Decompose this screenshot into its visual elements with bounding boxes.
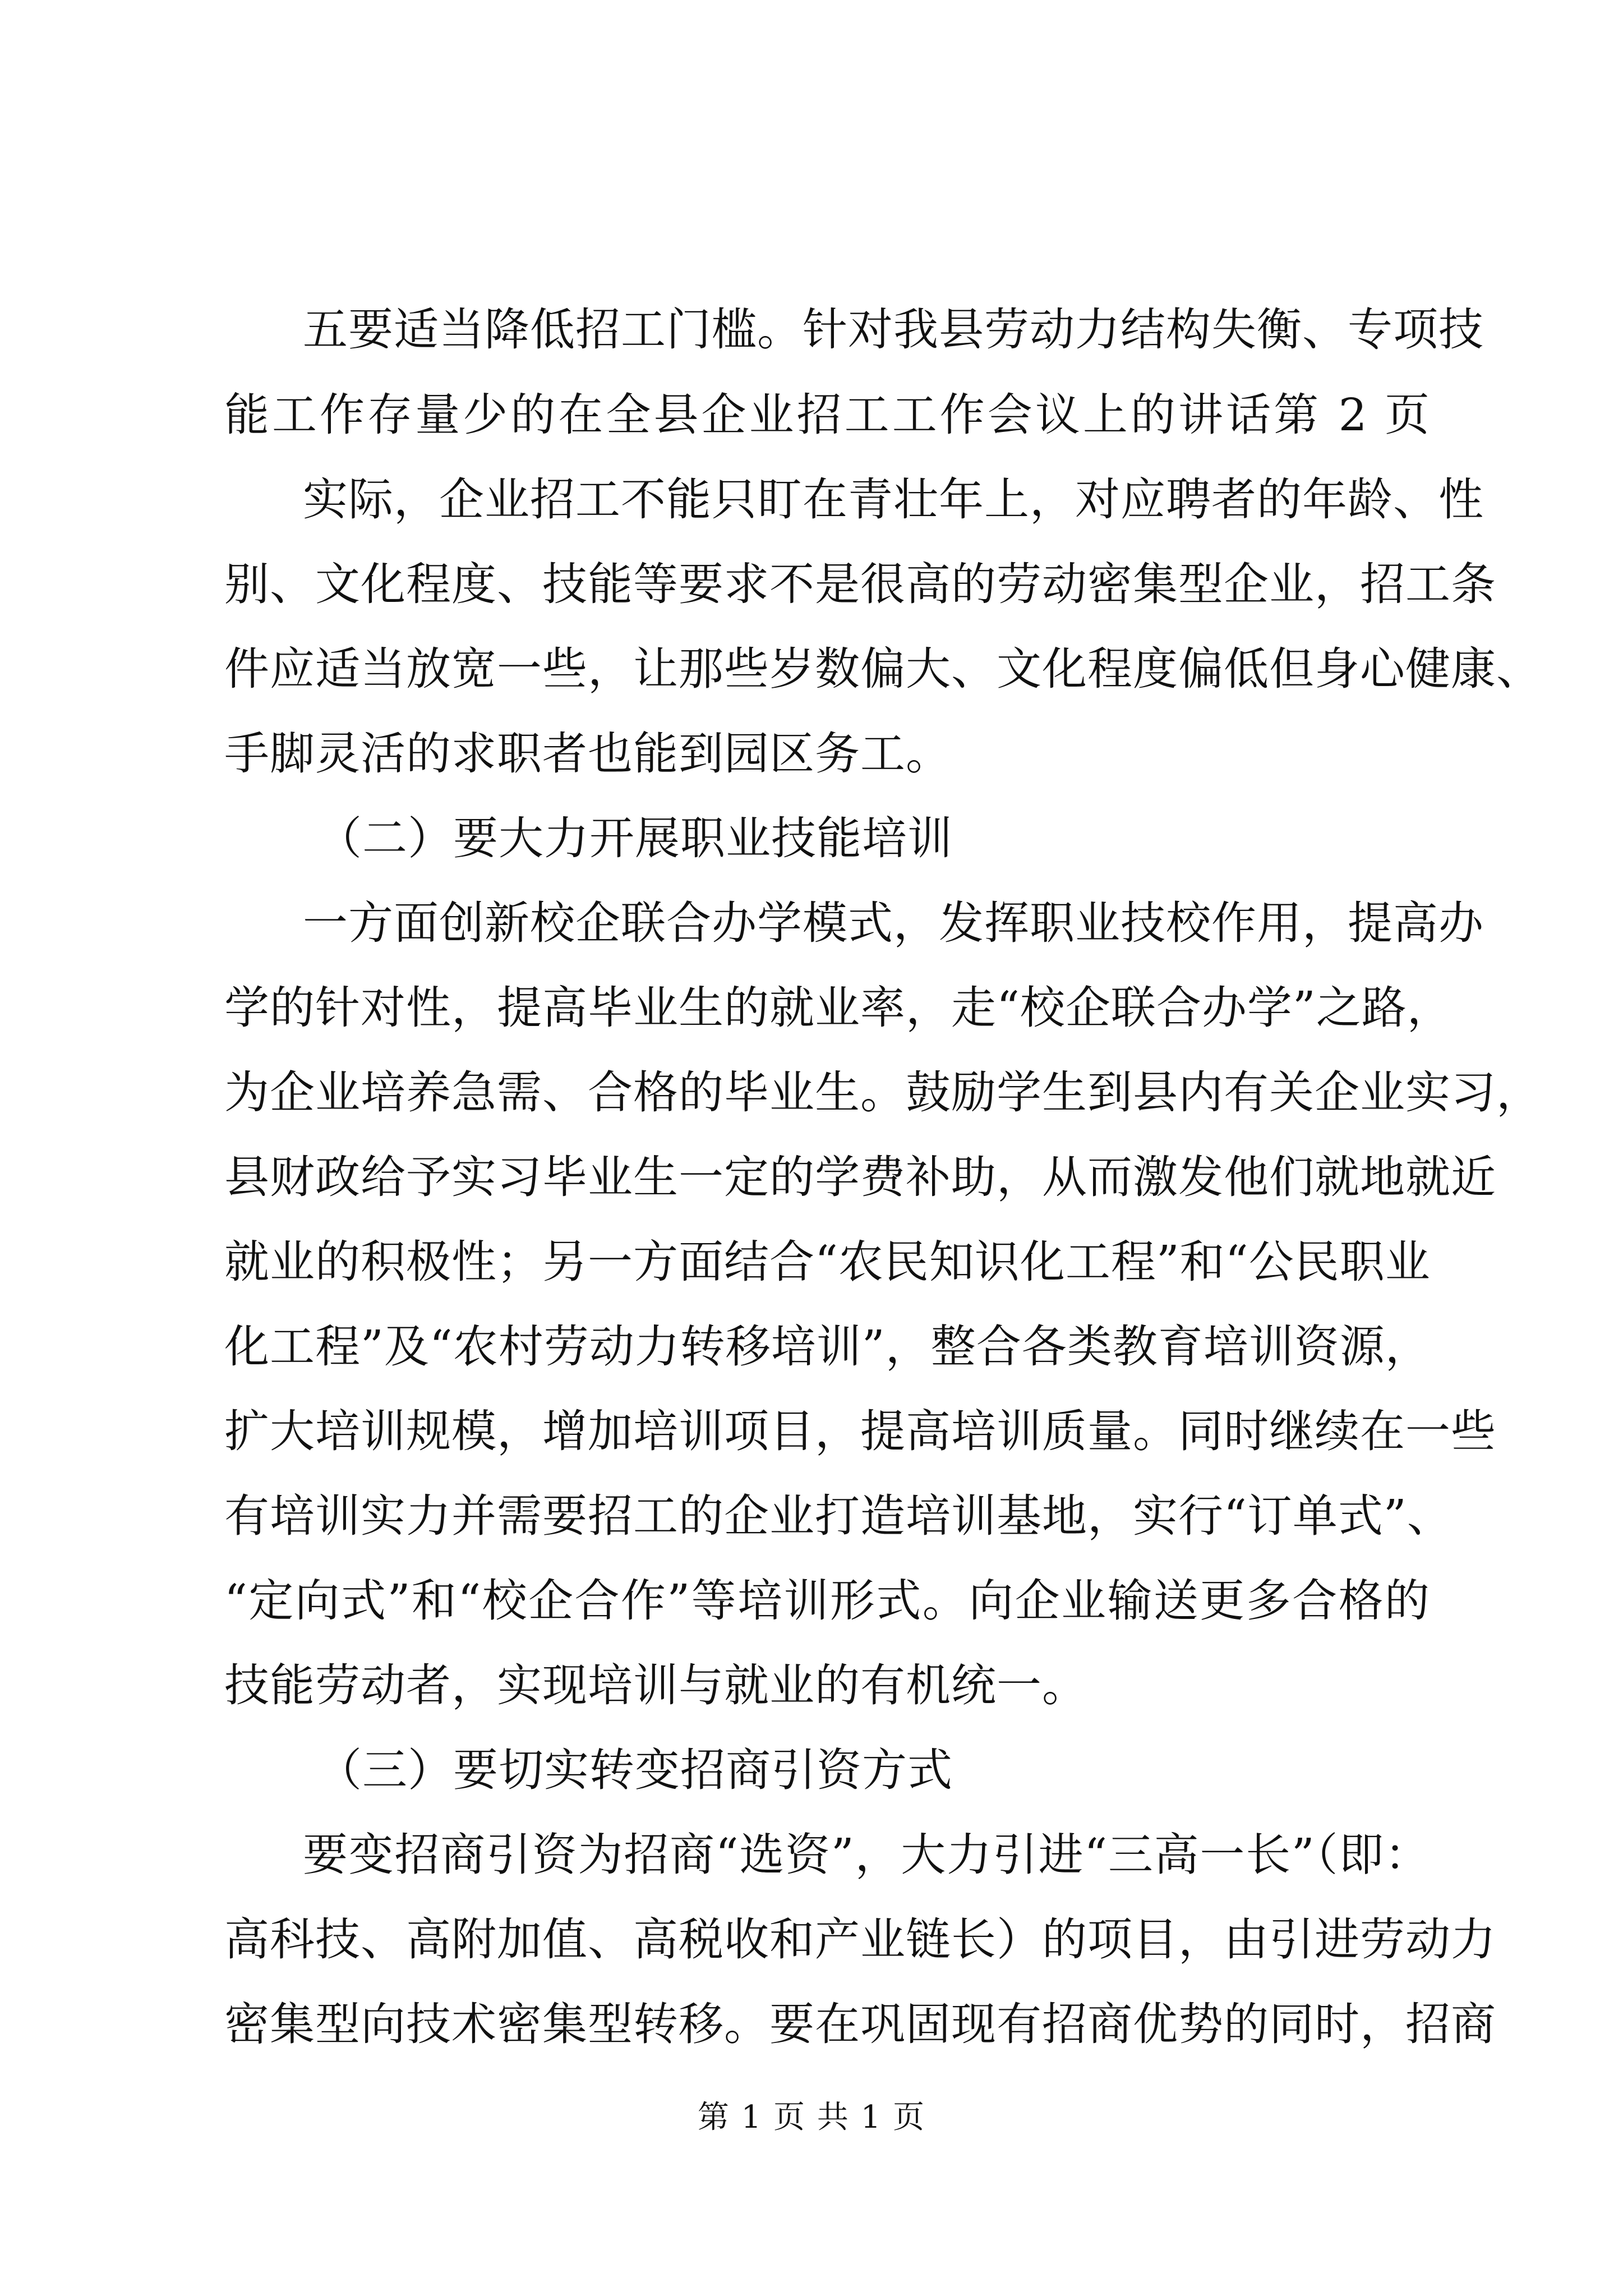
paragraph-line: 化工程”及“农村劳动力转移培训”，整合各类教育培训资源， <box>224 1320 1431 1373</box>
paragraph-line: 学的针对性，提高毕业生的就业率，走“校企联合办学”之路， <box>224 982 1453 1034</box>
paragraph-line: 别、文化程度、技能等要求不是很高的劳动密集型企业，招工条 <box>224 558 1496 610</box>
page-footer <box>0 2098 1623 2137</box>
paragraph-line: 实际，企业招工不能只盯在青壮年上，对应聘者的年龄、性 <box>303 473 1484 526</box>
paragraph-line: 就业的积极性；另一方面结合“农民知识化工程”和“公民职业 <box>224 1236 1431 1288</box>
paragraph-line: 有培训实力并需要招工的企业打造培训基地，实行“订单式”、 <box>224 1490 1453 1542</box>
paragraph-line: 要变招商引资为招商“选资”，大力引进“三高一长”（即： <box>303 1829 1430 1881</box>
paragraph-line: “定向式”和“校企合作”等培训形式。向企业输送更多合格的 <box>224 1575 1430 1627</box>
paragraph-line: 技能劳动者，实现培训与就业的有机统一。 <box>224 1659 1087 1711</box>
paragraph-line: 一方面创新校企联合办学模式，发挥职业技校作用，提高办 <box>303 897 1484 949</box>
section-heading: （三）要切实转变招商引资方式 <box>317 1744 953 1796</box>
section-heading: （二）要大力开展职业技能培训 <box>317 812 953 864</box>
page-number-label: 第 1 页 共 1 页 <box>697 2099 926 2136</box>
paragraph-line: 能工作存量少的在全县企业招工工作会议上的讲话第 2 页 <box>224 389 1430 441</box>
paragraph-line: 五要适当降低招工门槛。针对我县劳动力结构失衡、专项技 <box>303 303 1484 356</box>
paragraph-line: 件应适当放宽一些，让那些岁数偏大、文化程度偏低但身心健康、 <box>224 643 1542 695</box>
paragraph-line: 高科技、高附加值、高税收和产业链长）的项目，由引进劳动力 <box>224 1913 1496 1966</box>
paragraph-line: 扩大培训规模，增加培训项目，提高培训质量。同时继续在一些 <box>224 1405 1496 1457</box>
paragraph-line: 为企业培养急需、合格的毕业生。鼓励学生到县内有关企业实习， <box>224 1066 1542 1119</box>
paragraph-line: 手脚灵活的求职者也能到园区务工。 <box>224 728 951 780</box>
paragraph-line: 县财政给予实习毕业生一定的学费补助，从而激发他们就地就近 <box>224 1151 1496 1203</box>
paragraph-line: 密集型向技术密集型转移。要在巩固现有招商优势的同时，招商 <box>224 1998 1496 2050</box>
